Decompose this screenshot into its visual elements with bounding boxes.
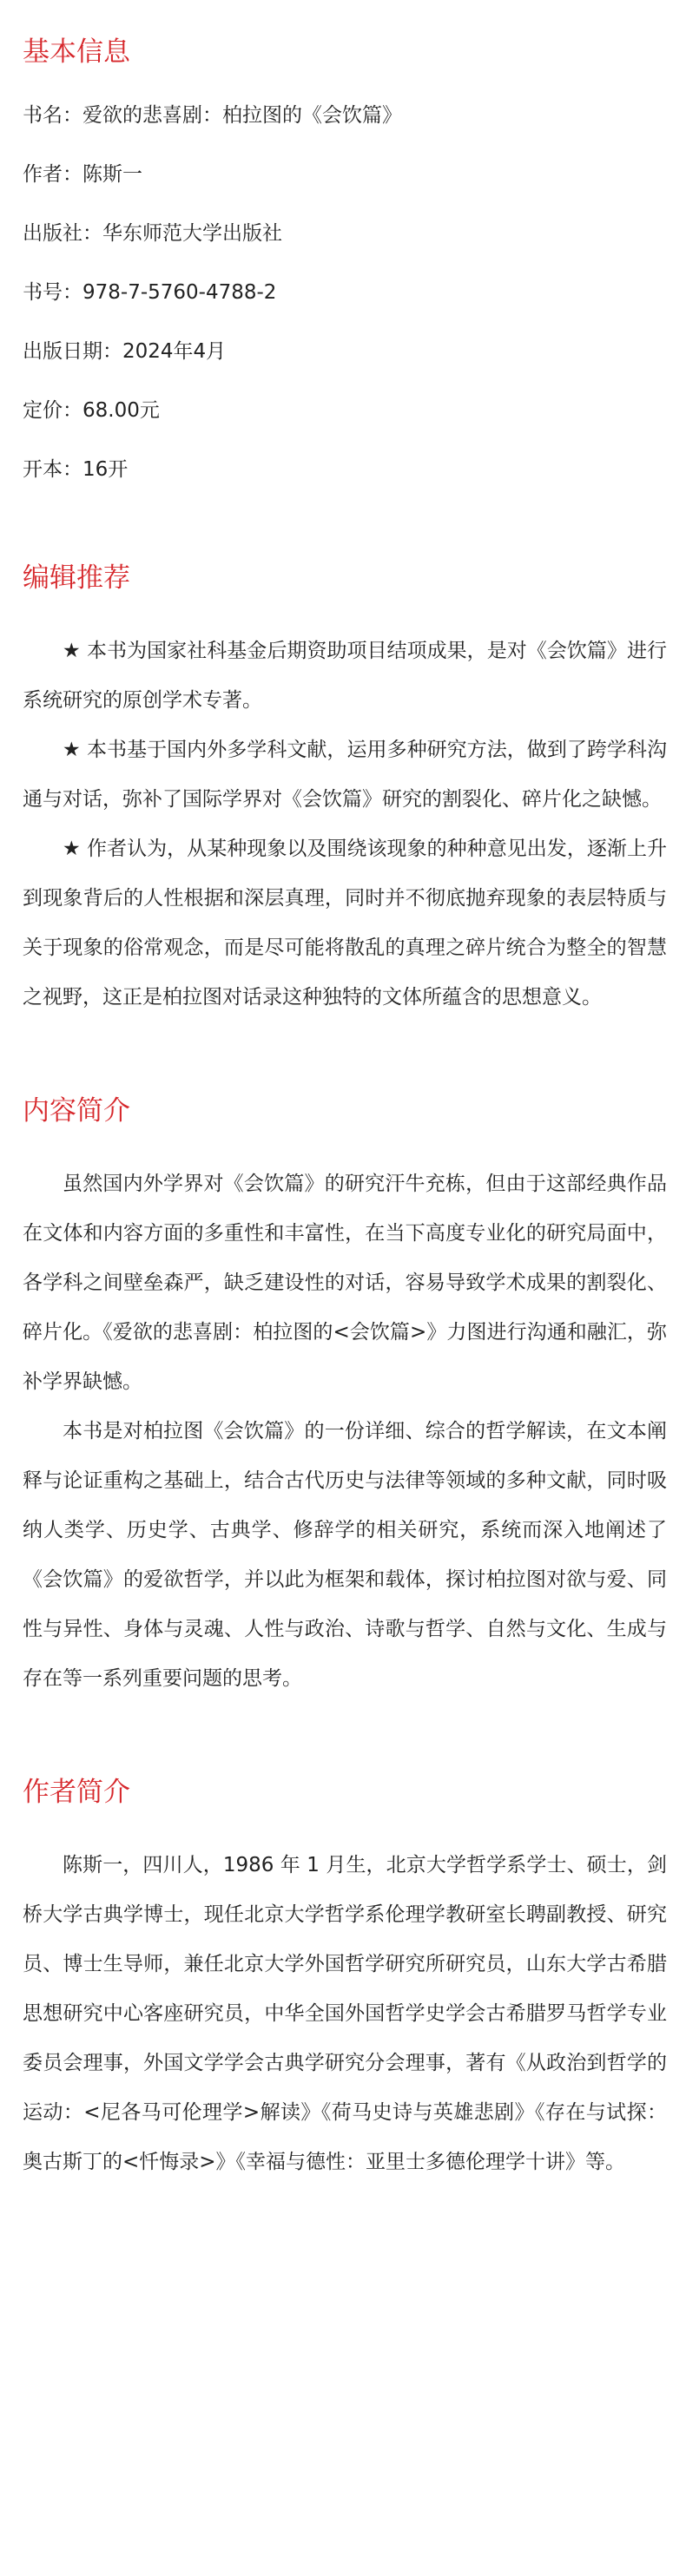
recommendation-paragraph: ★ 本书基于国内外多学科文献，运用多种研究方法，做到了跨学科沟通与对话，弥补了国际学界对《会饮篇》研究的割裂化、碎片化之缺憾。 xyxy=(23,739,667,811)
author-bio-heading: 作者简介 xyxy=(23,1777,130,1808)
author-bio-paragraph: 陈斯一，四川人，1986 年 1 月生，北京大学哲学系学士、硕士，剑桥大学古典学博士，现任北京大学哲学系伦理学教研室长聘副教授、研究员、博士生导师，兼任北京大学外国哲学研究所研究员，山东大学古希腊思想研究中心客座研究员，中华全国外国哲学史学会古希腊罗马哲学专业委员会理事，外国文学学会古典学研究分会理事，著有《从政治到哲学的运动：<尼各马可伦理学>解读》《荷马史诗与英雄悲剧》《存在与试探：奥古斯丁的<忏悔录>》《幸福与德性：亚里士多德伦理学十讲》等。 xyxy=(23,1854,667,2173)
content-summary-section xyxy=(23,1092,667,1704)
info-book-title: 书名：爱欲的悲喜剧：柏拉图的《会饮篇》 xyxy=(23,104,402,127)
recommendation-paragraph: ★ 本书为国家社科基金后期资助项目结项成果，是对《会饮篇》进行系统研究的原创学术专著。 xyxy=(23,640,667,712)
info-price: 定价：68.00元 xyxy=(23,399,160,422)
summary-paragraph: 本书是对柏拉图《会饮篇》的一份详细、综合的哲学解读，在文本阐释与论证重构之基础上，结合古代历史与法律等领域的多种文献，同时吸纳人类学、历史学、古典学、修辞学的相关研究，系统而深入地阐述了《会饮篇》的爱欲哲学，并以此为框架和载体，探讨柏拉图对欲与爱、同性与异性、身体与灵魂、人性与政治、诗歌与哲学、自然与文化、生成与存在等一系列重要问题的思考。 xyxy=(23,1420,667,1690)
basic-info-section xyxy=(23,33,667,484)
recommendation-paragraph: ★ 作者认为，从某种现象以及围绕该现象的种种意见出发，逐渐上升到现象背后的人性根据和深层真理，同时并不彻底抛弃现象的表层特质与关于现象的俗常观念，而是尽可能将散乱的真理之碎片统合为整全的智慧之视野，这正是柏拉图对话录这种独特的文体所蕴含的思想意义。 xyxy=(23,838,667,1009)
content-summary-heading: 内容简介 xyxy=(23,1095,130,1127)
info-format: 开本：16开 xyxy=(23,458,129,481)
editor-recommendation-section xyxy=(23,559,667,1022)
info-isbn: 书号：978-7-5760-4788-2 xyxy=(23,281,277,304)
author-bio-section xyxy=(23,1773,667,2187)
summary-paragraph: 虽然国内外学界对《会饮篇》的研究汗牛充栋，但由于这部经典作品在文体和内容方面的多重性和丰富性，在当下高度专业化的研究局面中，各学科之间壁垒森严，缺乏建设性的对话，容易导致学术成果的割裂化、碎片化。《爱欲的悲喜剧：柏拉图的<会饮篇>》力图进行沟通和融汇，弥补学界缺憾。 xyxy=(23,1173,667,1393)
editor-recommendation-heading: 编辑推荐 xyxy=(23,562,130,594)
info-publish-date: 出版日期：2024年4月 xyxy=(23,340,227,363)
info-publisher: 出版社：华东师范大学出版社 xyxy=(23,222,282,245)
basic-info-list xyxy=(23,101,667,484)
info-author: 作者：陈斯一 xyxy=(23,163,142,186)
basic-info-heading: 基本信息 xyxy=(23,36,130,68)
